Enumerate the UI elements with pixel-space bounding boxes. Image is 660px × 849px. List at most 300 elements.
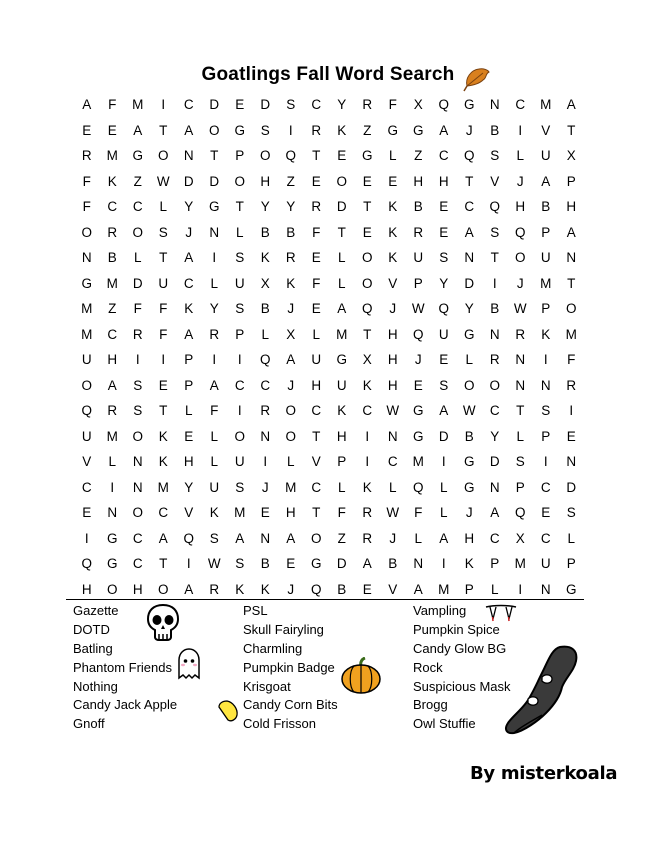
grid-letter: K bbox=[107, 173, 117, 189]
grid-letter: C bbox=[489, 530, 500, 546]
grid-letter: T bbox=[235, 199, 244, 215]
grid-letter: O bbox=[565, 301, 577, 317]
grid-letter: B bbox=[413, 199, 423, 215]
grid-letter: M bbox=[234, 505, 246, 521]
grid-letter: G bbox=[106, 530, 118, 546]
grid-letter: S bbox=[286, 97, 296, 113]
grid-letter: E bbox=[184, 428, 194, 444]
grid-letter: M bbox=[106, 428, 118, 444]
grid-letter: Y bbox=[490, 428, 500, 444]
grid-letter: C bbox=[183, 275, 194, 291]
grid-letter: R bbox=[107, 224, 118, 240]
grid-letter: P bbox=[566, 556, 576, 572]
grid-letter: C bbox=[107, 199, 118, 215]
grid-letter: U bbox=[234, 454, 245, 470]
grid-letter: L bbox=[210, 275, 218, 291]
grid-letter: K bbox=[388, 250, 398, 266]
grid-letter: K bbox=[464, 556, 474, 572]
grid-letter: G bbox=[310, 556, 322, 572]
grid-letter: A bbox=[439, 530, 449, 546]
leaf-icon bbox=[463, 66, 491, 92]
word-list-item: Pumpkin Spice bbox=[413, 621, 500, 637]
grid-letter: N bbox=[464, 250, 475, 266]
grid-letter: G bbox=[463, 97, 475, 113]
grid-row bbox=[74, 449, 584, 475]
grid-letter: H bbox=[183, 454, 194, 470]
grid-letter: Z bbox=[108, 301, 117, 317]
grid-letter: M bbox=[540, 97, 552, 113]
grid-letter: U bbox=[81, 352, 92, 368]
grid-letter: S bbox=[158, 224, 168, 240]
grid-letter: O bbox=[361, 250, 373, 266]
grid-letter: G bbox=[412, 122, 424, 138]
grid-letter: R bbox=[81, 148, 92, 164]
grid-letter: E bbox=[311, 301, 321, 317]
grid-letter: A bbox=[82, 97, 92, 113]
grid-letter: T bbox=[567, 275, 576, 291]
grid-letter: E bbox=[566, 428, 576, 444]
grid-letter: E bbox=[260, 505, 270, 521]
grid-letter: V bbox=[388, 581, 398, 597]
grid-letter: O bbox=[157, 581, 169, 597]
grid-letter: I bbox=[237, 403, 242, 419]
grid-letter: C bbox=[132, 199, 143, 215]
grid-letter: C bbox=[107, 326, 118, 342]
grid-letter: T bbox=[312, 505, 321, 521]
grid-letter: T bbox=[159, 122, 168, 138]
grid-letter: X bbox=[286, 326, 296, 342]
grid-letter: I bbox=[441, 556, 446, 572]
grid-letter: F bbox=[567, 352, 576, 368]
grid-letter: D bbox=[336, 556, 347, 572]
word-list-column-2 bbox=[243, 602, 338, 734]
grid-letter: N bbox=[260, 530, 271, 546]
grid-letter: A bbox=[184, 250, 194, 266]
grid-letter: J bbox=[389, 530, 397, 546]
grid-letter: X bbox=[362, 352, 372, 368]
grid-letter: S bbox=[235, 301, 245, 317]
grid-letter: D bbox=[489, 454, 500, 470]
grid-letter: Q bbox=[361, 301, 373, 317]
grid-letter: T bbox=[210, 148, 219, 164]
grid-letter: T bbox=[363, 199, 372, 215]
grid-letter: T bbox=[159, 403, 168, 419]
grid-letter: O bbox=[132, 505, 143, 521]
grid-row bbox=[74, 92, 584, 118]
grid-letter: E bbox=[235, 97, 245, 113]
grid-row bbox=[74, 551, 584, 577]
word-list-item: Skull Fairyling bbox=[243, 621, 324, 637]
grid-letter: L bbox=[210, 454, 218, 470]
grid-row bbox=[74, 347, 584, 373]
grid-letter: J bbox=[516, 173, 524, 189]
grid-letter: M bbox=[157, 479, 169, 495]
grid-letter: O bbox=[310, 530, 322, 546]
grid-letter: Q bbox=[412, 479, 424, 495]
grid-letter: V bbox=[541, 122, 551, 138]
grid-letter: A bbox=[184, 122, 194, 138]
grid-letter: V bbox=[184, 505, 194, 521]
grid-letter: R bbox=[413, 224, 424, 240]
grid-letter: E bbox=[82, 505, 92, 521]
grid-row bbox=[74, 475, 584, 501]
grid-letter: I bbox=[110, 479, 115, 495]
grid-letter: S bbox=[439, 250, 449, 266]
grid-letter: G bbox=[412, 428, 424, 444]
grid-letter: L bbox=[261, 326, 269, 342]
grid-letter: F bbox=[108, 97, 117, 113]
grid-letter: R bbox=[209, 326, 220, 342]
grid-letter: V bbox=[311, 454, 321, 470]
word-list-item: Pumpkin Badge bbox=[243, 659, 335, 675]
grid-letter: J bbox=[465, 505, 473, 521]
grid-letter: I bbox=[212, 352, 217, 368]
grid-letter: I bbox=[543, 352, 548, 368]
grid-letter: K bbox=[541, 326, 551, 342]
grid-letter: K bbox=[388, 199, 398, 215]
grid-letter: I bbox=[518, 122, 523, 138]
grid-letter: C bbox=[540, 530, 551, 546]
grid-row bbox=[74, 271, 584, 297]
grid-letter: Y bbox=[286, 199, 296, 215]
grid-letter: H bbox=[132, 581, 143, 597]
grid-letter: I bbox=[288, 122, 293, 138]
grid-letter: N bbox=[209, 224, 220, 240]
grid-letter: U bbox=[540, 556, 551, 572]
grid-letter: K bbox=[337, 122, 347, 138]
word-list-item: Rock bbox=[413, 659, 443, 675]
grid-letter: E bbox=[388, 173, 398, 189]
grid-letter: A bbox=[566, 97, 576, 113]
grid-letter: E bbox=[439, 352, 449, 368]
grid-letter: R bbox=[311, 122, 322, 138]
grid-letter: Y bbox=[337, 97, 347, 113]
grid-letter: A bbox=[184, 326, 194, 342]
grid-letter: R bbox=[311, 199, 322, 215]
grid-letter: K bbox=[362, 479, 372, 495]
grid-letter: J bbox=[465, 122, 473, 138]
grid-letter: C bbox=[183, 97, 194, 113]
grid-letter: F bbox=[210, 403, 219, 419]
grid-letter: G bbox=[81, 275, 92, 291]
grid-letter: F bbox=[312, 275, 321, 291]
grid-letter: L bbox=[337, 479, 346, 495]
author-credit: By misterkoala bbox=[470, 763, 618, 784]
grid-letter: P bbox=[490, 556, 500, 572]
grid-letter: G bbox=[565, 581, 577, 597]
grid-letter: H bbox=[285, 505, 296, 521]
word-list-item: Candy Glow BG bbox=[413, 640, 507, 656]
grid-letter: C bbox=[260, 377, 271, 393]
grid-letter: F bbox=[82, 199, 91, 215]
grid-letter: D bbox=[209, 173, 220, 189]
grid-letter: N bbox=[183, 148, 194, 164]
grid-letter: K bbox=[184, 301, 194, 317]
grid-letter: L bbox=[184, 403, 193, 419]
grid-letter: Y bbox=[464, 301, 474, 317]
grid-letter: C bbox=[464, 199, 475, 215]
grid-letter: A bbox=[209, 377, 219, 393]
grid-letter: H bbox=[413, 173, 424, 189]
grid-letter: A bbox=[133, 122, 143, 138]
grid-letter: T bbox=[465, 173, 474, 189]
grid-letter: S bbox=[260, 122, 270, 138]
grid-letter: P bbox=[566, 173, 576, 189]
grid-letter: J bbox=[185, 224, 193, 240]
grid-letter: N bbox=[515, 352, 526, 368]
grid-letter: S bbox=[133, 403, 143, 419]
grid-letter: D bbox=[260, 97, 271, 113]
grid-letter: C bbox=[234, 377, 245, 393]
grid-letter: R bbox=[260, 403, 271, 419]
vampire-fangs-icon bbox=[484, 603, 518, 623]
grid-letter: G bbox=[208, 199, 220, 215]
grid-letter: C bbox=[540, 479, 551, 495]
grid-letter: K bbox=[235, 581, 245, 597]
word-list-item: Phantom Friends bbox=[73, 659, 172, 675]
grid-letter: B bbox=[464, 428, 474, 444]
grid-letter: O bbox=[285, 428, 296, 444]
grid-letter: O bbox=[234, 428, 245, 444]
grid-letter: L bbox=[159, 199, 167, 215]
grid-letter: F bbox=[82, 173, 91, 189]
grid-letter: W bbox=[462, 403, 476, 419]
word-list-item: Gazette bbox=[73, 603, 119, 618]
grid-row bbox=[74, 296, 584, 322]
grid-letter: Q bbox=[183, 530, 194, 546]
grid-letter: A bbox=[541, 173, 551, 189]
grid-letter: W bbox=[411, 301, 425, 317]
grid-letter: L bbox=[490, 581, 499, 597]
grid-letter: N bbox=[515, 377, 526, 393]
grid-letter: P bbox=[464, 581, 474, 597]
grid-row bbox=[74, 500, 584, 526]
grid-letter: S bbox=[566, 505, 576, 521]
word-list-item: Vampling bbox=[413, 603, 467, 618]
grid-letter: N bbox=[489, 326, 500, 342]
grid-letter: P bbox=[413, 275, 423, 291]
grid-letter: S bbox=[235, 556, 245, 572]
grid-letter: Y bbox=[184, 199, 194, 215]
grid-letter: U bbox=[209, 479, 220, 495]
grid-letter: K bbox=[158, 428, 168, 444]
grid-letter: E bbox=[362, 173, 372, 189]
grid-letter: E bbox=[439, 199, 449, 215]
grid-letter: O bbox=[132, 428, 143, 444]
grid-row bbox=[74, 220, 584, 246]
grid-letter: Q bbox=[514, 224, 526, 240]
grid-letter: N bbox=[132, 454, 143, 470]
grid-letter: T bbox=[312, 428, 321, 444]
candy-corn-icon bbox=[217, 699, 239, 723]
grid-letter: J bbox=[261, 479, 269, 495]
grid-letter: O bbox=[463, 377, 475, 393]
grid-letter: Y bbox=[260, 199, 270, 215]
divider bbox=[66, 599, 584, 600]
grid-letter: B bbox=[388, 556, 398, 572]
grid-letter: Z bbox=[337, 530, 346, 546]
grid-letter: H bbox=[464, 530, 475, 546]
grid-letter: W bbox=[386, 403, 400, 419]
grid-letter: O bbox=[157, 148, 169, 164]
grid-letter: Q bbox=[438, 301, 449, 317]
grid-letter: M bbox=[106, 275, 118, 291]
grid-letter: L bbox=[388, 148, 397, 164]
grid-row bbox=[74, 118, 584, 144]
grid-letter: M bbox=[132, 97, 144, 113]
grid-letter: M bbox=[336, 326, 348, 342]
grid-letter: M bbox=[81, 326, 93, 342]
grid-row bbox=[74, 322, 584, 348]
grid-letter: B bbox=[337, 581, 347, 597]
grid-letter: L bbox=[286, 454, 295, 470]
grid-letter: F bbox=[414, 505, 423, 521]
grid-letter: B bbox=[286, 224, 296, 240]
grid-letter: L bbox=[567, 530, 575, 546]
grid-letter: R bbox=[362, 530, 373, 546]
grid-row bbox=[74, 398, 584, 424]
grid-letter: E bbox=[82, 122, 92, 138]
grid-letter: P bbox=[184, 377, 194, 393]
grid-letter: I bbox=[441, 454, 446, 470]
grid-letter: L bbox=[516, 148, 524, 164]
grid-letter: C bbox=[132, 530, 143, 546]
grid-letter: S bbox=[235, 250, 245, 266]
grid-letter: K bbox=[260, 250, 270, 266]
grid-letter: P bbox=[337, 454, 347, 470]
grid-letter: F bbox=[133, 301, 142, 317]
grid-letter: H bbox=[260, 173, 271, 189]
grid-letter: R bbox=[132, 326, 143, 342]
grid-letter: C bbox=[515, 97, 526, 113]
letter-grid bbox=[74, 92, 584, 602]
grid-letter: H bbox=[515, 199, 526, 215]
grid-letter: M bbox=[438, 581, 450, 597]
grid-letter: I bbox=[186, 556, 191, 572]
grid-letter: G bbox=[463, 326, 475, 342]
grid-letter: A bbox=[107, 377, 117, 393]
grid-letter: J bbox=[287, 377, 295, 393]
grid-letter: M bbox=[565, 326, 577, 342]
word-list-item: Candy Corn Bits bbox=[243, 697, 338, 713]
grid-letter: Q bbox=[81, 556, 92, 572]
grid-letter: P bbox=[235, 148, 245, 164]
grid-letter: J bbox=[414, 352, 422, 368]
grid-letter: C bbox=[132, 556, 143, 572]
grid-letter: S bbox=[490, 148, 500, 164]
grid-letter: P bbox=[235, 326, 245, 342]
grid-letter: T bbox=[312, 148, 321, 164]
grid-letter: Z bbox=[414, 148, 423, 164]
grid-letter: H bbox=[387, 352, 398, 368]
grid-letter: F bbox=[337, 505, 346, 521]
grid-letter: I bbox=[135, 352, 140, 368]
grid-letter: L bbox=[312, 326, 320, 342]
grid-letter: M bbox=[106, 148, 118, 164]
grid-letter: Q bbox=[310, 581, 322, 597]
grid-letter: R bbox=[285, 250, 296, 266]
word-list-item: Nothing bbox=[73, 678, 118, 694]
grid-letter: P bbox=[541, 301, 551, 317]
grid-letter: O bbox=[106, 581, 118, 597]
grid-letter: L bbox=[108, 454, 116, 470]
grid-letter: M bbox=[514, 556, 526, 572]
grid-letter: E bbox=[286, 556, 296, 572]
grid-letter: E bbox=[337, 148, 347, 164]
grid-letter: O bbox=[259, 148, 271, 164]
grid-letter: N bbox=[540, 581, 551, 597]
grid-letter: O bbox=[336, 173, 347, 189]
grid-letter: S bbox=[235, 479, 245, 495]
grid-letter: Q bbox=[259, 352, 271, 368]
pumpkin-icon bbox=[340, 657, 382, 695]
grid-letter: Y bbox=[209, 301, 219, 317]
grid-letter: U bbox=[438, 326, 449, 342]
grid-letter: H bbox=[336, 428, 347, 444]
grid-row bbox=[74, 526, 584, 552]
grid-letter: P bbox=[541, 428, 551, 444]
word-list-item: Owl Stuffie bbox=[413, 716, 476, 732]
grid-letter: W bbox=[386, 505, 400, 521]
grid-letter: E bbox=[362, 224, 372, 240]
grid-letter: R bbox=[209, 581, 220, 597]
grid-letter: J bbox=[287, 301, 295, 317]
grid-letter: D bbox=[336, 199, 347, 215]
grid-letter: U bbox=[81, 428, 92, 444]
grid-letter: C bbox=[311, 403, 322, 419]
grid-letter: N bbox=[566, 250, 577, 266]
grid-letter: T bbox=[516, 403, 525, 419]
grid-letter: M bbox=[81, 301, 93, 317]
grid-letter: A bbox=[490, 505, 500, 521]
grid-letter: T bbox=[490, 250, 499, 266]
grid-letter: O bbox=[361, 275, 373, 291]
grid-letter: C bbox=[438, 148, 449, 164]
grid-letter: X bbox=[260, 275, 270, 291]
grid-letter: A bbox=[337, 301, 347, 317]
word-list-item: Batling bbox=[73, 640, 113, 656]
grid-letter: P bbox=[515, 479, 525, 495]
grid-letter: L bbox=[465, 352, 473, 368]
word-list-item: Cold Frisson bbox=[243, 716, 316, 732]
grid-letter: A bbox=[439, 122, 449, 138]
grid-letter: I bbox=[492, 275, 497, 291]
grid-letter: B bbox=[107, 250, 117, 266]
word-list-item: PSL bbox=[243, 603, 268, 618]
grid-letter: Z bbox=[286, 173, 295, 189]
grid-letter: N bbox=[387, 428, 398, 444]
grid-letter: L bbox=[388, 479, 397, 495]
grid-letter: K bbox=[158, 454, 168, 470]
grid-row bbox=[74, 424, 584, 450]
grid-letter: M bbox=[540, 275, 552, 291]
grid-letter: Q bbox=[81, 403, 92, 419]
grid-letter: P bbox=[184, 352, 194, 368]
grid-letter: E bbox=[413, 377, 423, 393]
grid-letter: A bbox=[184, 581, 194, 597]
grid-letter: F bbox=[159, 326, 168, 342]
page-title: Goatlings Fall Word Search bbox=[201, 64, 455, 85]
grid-letter: L bbox=[439, 479, 448, 495]
word-list-item: Candy Jack Apple bbox=[73, 697, 178, 713]
grid-letter: P bbox=[541, 224, 551, 240]
grid-letter: N bbox=[540, 377, 551, 393]
grid-letter: G bbox=[412, 403, 424, 419]
grid-letter: F bbox=[388, 97, 397, 113]
grid-letter: E bbox=[439, 224, 449, 240]
grid-letter: S bbox=[515, 454, 525, 470]
grid-letter: C bbox=[362, 403, 373, 419]
